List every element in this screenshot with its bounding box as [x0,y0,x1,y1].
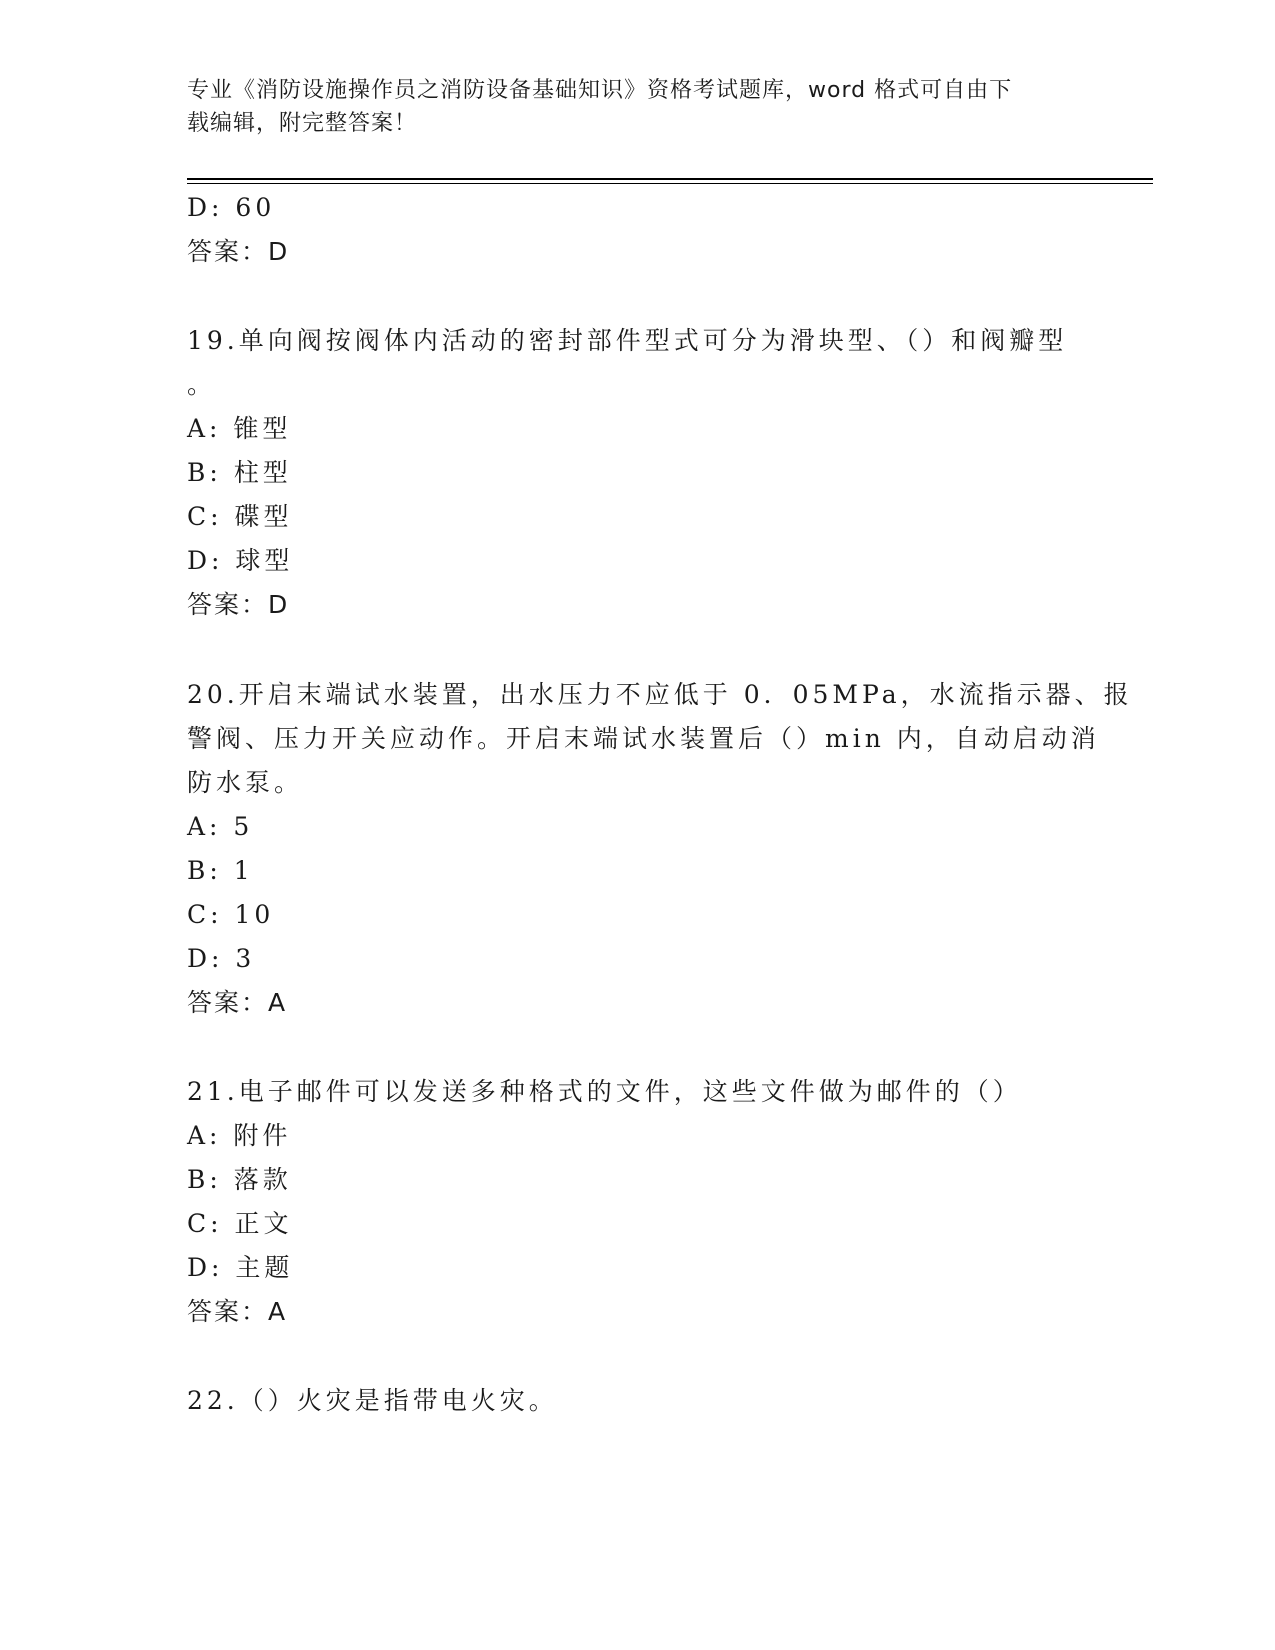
header-line-2: 载编辑，附完整答案！ [187,111,418,136]
q20-option-b: B: 1 [187,856,254,885]
q20-option-c: C: 10 [187,900,275,929]
q21-option-b: B: 落款 [187,1165,292,1194]
header-divider-thin [187,183,1153,184]
q20-stem-line-1: 20.开启末端试水装置，出水压力不应低于 0．05MPa，水流指示器、报 [187,680,1133,709]
q19-option-b: B: 柱型 [187,458,292,487]
q20-option-a: A: 5 [187,812,254,841]
q21-answer: 答案：A [187,1297,288,1326]
q20-stem-line-2: 警阀、压力开关应动作。开启末端试水装置后（）min 内，自动启动消 [187,724,1100,753]
q19-answer: 答案：D [187,590,290,619]
header-line-1: 专业《消防设施操作员之消防设备基础知识》资格考试题库，word 格式可自由下 [187,78,1013,103]
header-divider-thick [187,178,1153,180]
q19-option-a: A: 锥型 [187,414,292,443]
document-header [187,74,1067,140]
q19-option-d: D: 球型 [187,546,294,575]
q20-option-d: D: 3 [187,944,256,973]
q21-option-d: D: 主题 [187,1253,294,1282]
q18-option-d: D: 60 [187,193,276,222]
q19-option-c: C: 碟型 [187,502,293,531]
q21-option-c: C: 正文 [187,1209,293,1238]
q19-stem-line-1: 19.单向阀按阀体内活动的密封部件型式可分为滑块型、（）和阀瓣型 [187,326,1068,355]
q22-stem-line-1: 22.（）火灾是指带电火灾。 [187,1386,558,1415]
q21-stem-line-1: 21.电子邮件可以发送多种格式的文件，这些文件做为邮件的（） [187,1077,1022,1106]
q18-answer: 答案：D [187,237,290,266]
q20-stem-line-3: 防水泵。 [187,768,304,797]
q20-answer: 答案：A [187,988,288,1017]
q21-option-a: A: 附件 [187,1121,292,1150]
q19-stem-line-2: 。 [187,370,217,399]
